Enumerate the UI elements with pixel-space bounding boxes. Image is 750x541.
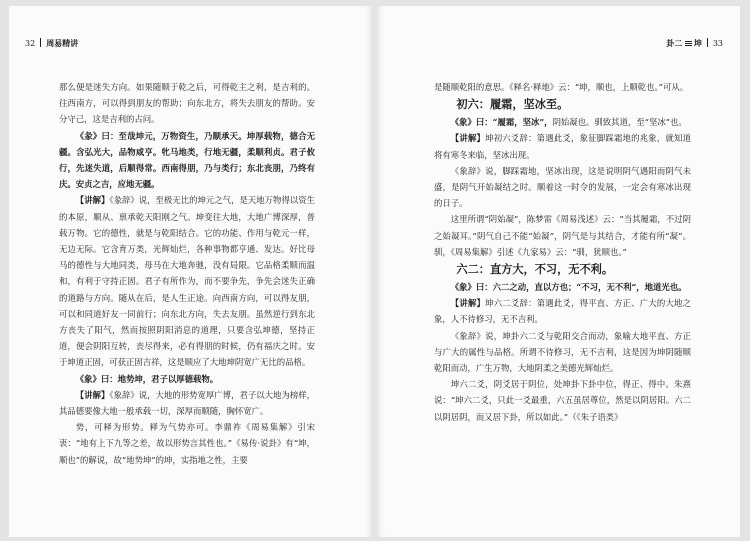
line-statement-heading: 初六：履霜，坚冰至。 [456, 97, 569, 112]
classic-text-paragraph: 《彖》曰：至哉坤元，万物资生，乃顺承天。坤厚载物，德合无疆。含弘光大，品物咸亨。牝马地类，行地无疆，柔顺利贞。君子攸行，先迷失道，后顺得常。西南得朋，乃与类行；东北丧朋，乃终有庆。安贞之吉，应地无疆。 [59, 130, 315, 190]
hexagram-label: 卦二 [666, 38, 683, 48]
explanation-paragraph [434, 295, 691, 327]
left-running-header [25, 38, 78, 49]
right-page [377, 6, 740, 537]
kun-hexagram-icon [685, 41, 692, 47]
explanation-text: 《象辞》说，大地的形势宽厚广博，君子以大地为榜样，其品德要像大地一般承载一切，深厚而顺随，胸怀宽广。 [59, 389, 315, 417]
body-paragraph: 《象辞》说，坤卦六二爻与乾阳交合而动，象喻大地平直、方正与广大的属性与品格。所谓不待修习，无不吉利，这是因为坤阴随顺乾阳而动，广生万物，大地阴柔之美德光辉灿烂。 [434, 330, 691, 374]
body-paragraph: 是随顺乾阳的意思。《释名·释地》云：“坤，顺也，上顺乾也。”可从。 [434, 82, 689, 92]
classic-text-paragraph: 《象》曰：地势坤，君子以厚德载物。 [75, 373, 219, 384]
body-paragraph: 那么便是迷失方向。如果随顺于乾之后，可得乾主之利，是吉利的。往西南方，可以得到朋友的帮助；向东北方，将失去朋友的帮助。安分守己，这是吉利的占问。 [59, 82, 315, 125]
commentary-bold-text: 《象》曰：六二之动，直以方也；“不习，无不利”，地道光也。 [450, 282, 687, 293]
left-body-text [59, 79, 315, 468]
explanation-paragraph [434, 130, 691, 162]
commentary-bold-text: 《象》曰：“履霜，坚冰”， [450, 117, 553, 128]
explanation-text: 《彖辞》说，至极无比的坤元之气，是天地万物得以资生的本原，顺从、禀承乾天阳刚之气。坤变往大地，大地广博深厚，普载万物。它的德性，就是与乾阳结合。它的功能、作用与乾元一样，无边无际。它含育万类，光辉灿烂，各种事物都亨通、发达。好比母马的德性与大地同类，母马在大地奔驰，没有局限。它品格柔顺而温和，有利于守持正固。君子有所作为，而不要争先，争先会迷失正确的道路与方向。随从在后，是人生正途。向西南方向，可以得友朋，可以和同道好友一同前行；向东北方向，失去友朋。虽然逆行到东北方丧失了阳气，然而按照阴阳消息的道理，只要含弘坤德，坚持正道，便会阴阳互转，丧尽得来，必有得朋的时候，仍有福庆之时。安于坤道正固，可获正固吉祥，这是顺应了大地坤阴宽广无比的品格。 [59, 195, 315, 368]
explanation-label: 【讲解】 [450, 133, 486, 144]
right-body-text [434, 79, 691, 425]
body-paragraph: 势，可释为形势。释为气势亦可。李鼎祚《周易集解》引宋衷：“地有上下九等之差，故以形势言其性也。”《易传·说卦》有“坤，顺也”的解说，故“地势坤”的坤，实指地之性，主要 [59, 422, 315, 465]
line-statement-heading: 六二：直方大，不习，无不利。 [456, 262, 614, 277]
book-title: 周易精讲 [46, 38, 79, 48]
explanation-label: 【讲解】 [75, 195, 110, 206]
image-commentary-paragraph [434, 279, 691, 295]
commentary-rest-text: 阴始凝也。驯致其道，至“坚冰”也。 [552, 117, 687, 128]
image-commentary-paragraph [434, 114, 691, 130]
body-paragraph: 这里所谓“阴始凝”，陈梦雷《周易浅述》云：“当其履霜，不过阴之始凝耳。”阴气自己不能“始凝”，阴气是与其结合，才能有所“凝”。驯，《周易集解》引述《九家易》云：“驯，犹顺也。” [434, 214, 691, 257]
explanation-label: 【讲解】 [450, 298, 486, 309]
explanation-paragraph [59, 192, 315, 370]
explanation-text: 坤六二爻辞：第遇此爻，得平直、方正、广大的大地之象，人不待修习，无不吉利。 [434, 298, 692, 325]
header-separator [707, 38, 708, 47]
body-paragraph: 《象辞》说，脚踩霜地，坚冰出现，这是说明阴气遇阳而阴气未盛，是阴气开始凝结之时。顺着这一时令的发展，一定会有寒冰出现的日子。 [434, 165, 691, 209]
left-page [9, 6, 372, 537]
hexagram-name: 坤 [693, 38, 702, 48]
explanation-text: 坤初六爻辞：第遇此爻，象征脚踩霜地的兆象，就知道将有寒冬来临，坚冰出现。 [434, 133, 692, 160]
body-paragraph: 坤六二爻，阴爻居于阴位，处坤卦下卦中位，得正、得中。朱熹说：“坤六二爻，只此一爻最重，六五虽居尊位，然是以阴居阳。六二以阴居阴，而又居下卦，所以如此。”（《朱子语类》 [434, 379, 691, 422]
right-running-header [666, 38, 723, 49]
right-page-number: 33 [712, 39, 723, 48]
explanation-paragraph [59, 387, 315, 419]
header-separator [40, 38, 41, 47]
explanation-label: 【讲解】 [75, 389, 110, 400]
left-page-number: 32 [25, 39, 36, 48]
